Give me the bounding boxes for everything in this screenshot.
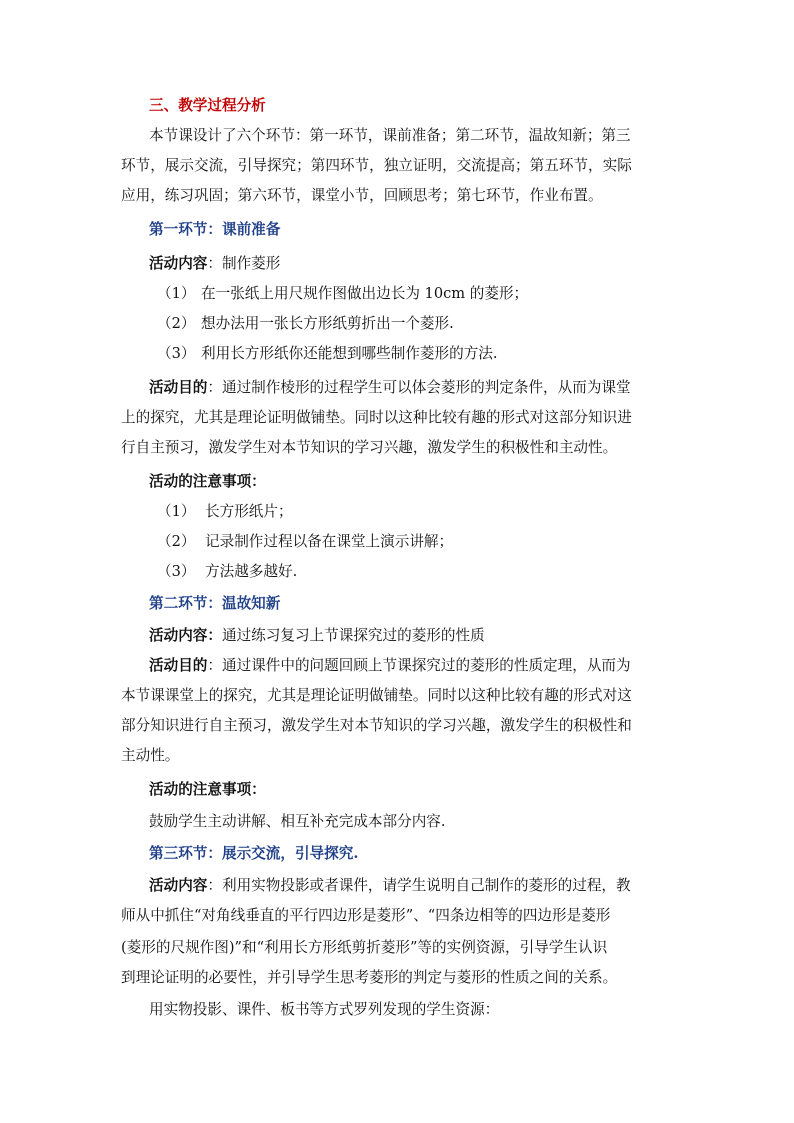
seg1-note-1 xyxy=(157,502,293,522)
seg1-note-2-text: 记录制作过程以备在课堂上演示讲解； xyxy=(205,533,454,550)
seg1-purpose-text-1: ：通过制作棱形的过程学生可以体会菱形的判定条件，从而为课堂 xyxy=(207,379,631,396)
seg2-purpose-line-3: 部分知识进行自主预习，激发学生对本节知识的学习兴趣，激发学生的积极性和 xyxy=(121,717,632,734)
seg2-purpose-text-1: ：通过课件中的问题回顾上节课探究过的菱形的性质定理，从而为 xyxy=(207,657,631,674)
seg3-content-label: 活动内容 xyxy=(149,877,208,894)
intro-text-1: 本节课设计了六个环节：第一环节，课前准备；第二环节，温故知新；第三 xyxy=(149,127,631,144)
seg3-closing: 用实物投影、课件、板书等方式罗列发现的学生资源： xyxy=(149,1001,500,1018)
seg1-note-1-num: （1） xyxy=(157,503,196,520)
intro-line-1-text xyxy=(149,126,674,146)
segment-3-heading: 第三环节：展示交流，引导探究. xyxy=(149,845,359,862)
seg2-content-text: 通过练习复习上节课探究过的菱形的性质 xyxy=(221,627,485,644)
seg1-notes-label: 活动的注意事项： xyxy=(149,473,266,490)
seg1-note-2-num: （2） xyxy=(157,533,196,550)
seg3-content-line-3: (菱形的尺规作图)”和“利用长方形纸剪折菱形”等的实例资源，引导学生认识 xyxy=(121,939,608,956)
seg1-content-label: 活动内容 xyxy=(149,255,208,272)
seg3-content-line-1 xyxy=(149,876,631,896)
seg1-item-1 xyxy=(157,284,528,304)
seg1-purpose-line-2: 上的探究，尤其是理论证明做铺垫。同时以这种比较有趣的形式对这部分知识进 xyxy=(121,409,632,426)
intro-line-2: 环节，展示交流，引导探究；第四环节，独立证明，交流提高；第五环节，实际 xyxy=(121,157,632,174)
seg1-purpose-line-3: 行自主预习，激发学生对本节知识的学习兴趣，激发学生的积极性和主动性。 xyxy=(121,439,618,456)
seg2-notes-text: 鼓励学生主动讲解、相互补充完成本部分内容. xyxy=(149,813,446,830)
intro-line-1 xyxy=(149,126,674,146)
seg1-note-3-text: 方法越多越好. xyxy=(205,563,298,580)
seg3-content-line-2: 师从中抓住“对角线垂直的平行四边形是菱形”、“四条边相等的四边形是菱形 xyxy=(121,907,611,924)
seg2-content-label: 活动内容： xyxy=(149,627,222,644)
segment-2-heading: 第二环节：温故知新 xyxy=(149,595,281,612)
seg2-purpose-line-1 xyxy=(149,656,631,676)
seg1-purpose-label: 活动目的 xyxy=(149,379,208,396)
intro-line-3: 应用，练习巩固；第六环节，课堂小节，回顾思考；第七环节，作业布置。 xyxy=(121,187,603,204)
seg2-activity-content xyxy=(149,626,485,646)
segment-1-heading: 第一环节：课前准备 xyxy=(149,221,281,238)
seg1-item-2-text: 想办法用一张长方形纸剪折出一个菱形. xyxy=(201,315,454,332)
seg1-activity-content xyxy=(149,254,280,274)
seg2-purpose-line-4: 主动性。 xyxy=(121,747,180,764)
seg3-content-text-1: ：利用实物投影或者课件，请学生说明自己制作的菱形的过程，教 xyxy=(207,877,631,894)
seg1-note-2 xyxy=(157,532,453,552)
seg1-purpose-line-1 xyxy=(149,378,631,398)
seg3-content-line-4: 到理论证明的必要性，并引导学生思考菱形的判定与菱形的性质之间的关系。 xyxy=(121,969,618,986)
seg2-purpose-line-2: 本节课课堂上的探究，尤其是理论证明做铺垫。同时以这种比较有趣的形式对这 xyxy=(121,687,632,704)
seg1-item-2 xyxy=(157,314,454,334)
seg2-purpose-label: 活动目的 xyxy=(149,657,208,674)
seg1-note-1-text: 长方形纸片； xyxy=(205,503,293,520)
seg2-notes-label: 活动的注意事项： xyxy=(149,781,266,798)
seg1-item-3 xyxy=(157,344,498,364)
seg1-item-2-num: （2） xyxy=(157,315,196,332)
seg1-content-text: ：制作菱形 xyxy=(207,255,281,272)
seg1-item-1-text: 在一张纸上用尺规作图做出边长为 10cm 的菱形； xyxy=(201,285,529,302)
section-title: 三、教学过程分析 xyxy=(149,97,266,114)
seg1-item-3-text: 利用长方形纸你还能想到哪些制作菱形的方法. xyxy=(201,345,498,362)
seg1-item-1-num: （1） xyxy=(157,285,196,302)
seg1-note-3-num: （3） xyxy=(157,563,196,580)
seg1-note-3 xyxy=(157,562,297,582)
seg1-item-3-num: （3） xyxy=(157,345,196,362)
